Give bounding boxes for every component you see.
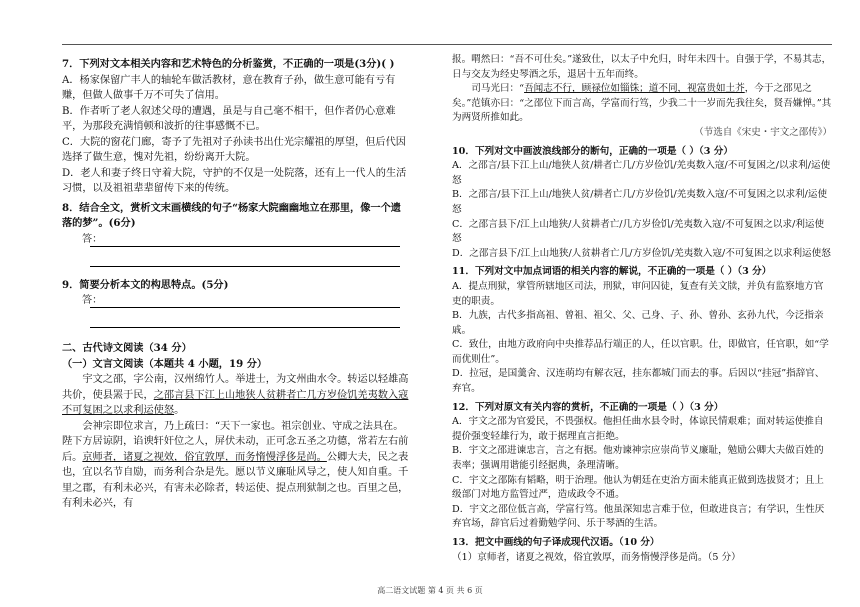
q7-option-d: D．老人和妻子终日守着大院，守护的不仅是一处院落，还有上一代人的生活习惯，以及祖祖辈辈留传下来的传统。	[62, 167, 407, 194]
q11-option-d: D．拉冠，是国羹舍、汉连萌均有解衣冠，挂东都城门而去的事。后因以“挂冠”指辞官、弃官。	[452, 368, 825, 395]
q8-stem: 8．结合全文，赏析文末画横线的句子“杨家大院幽幽地立在那里，像一个遗落的梦”。(6分)	[62, 201, 401, 229]
answer-line	[90, 246, 400, 247]
answer-label: 答：	[82, 233, 103, 245]
q9-answer-area-2[interactable]	[62, 313, 410, 333]
passage-paragraph: 报。喟然曰：“吾不可仕矣。”遂致仕，以太子中允归，时年未四十。自强于学，不易其志，日与交友为经史琴酒之乐，退居十五年而终。	[452, 54, 832, 80]
q10-option-b: B．之邵言/县下江上山/地狭人贫/耕者亡几/方岁俭饥/羌夷数入寇/不可复困之以求利/运使怒	[452, 189, 828, 215]
q8-answer-area[interactable]	[62, 232, 410, 252]
passage-paragraph: 宇文之邵，字公南，汉州绵竹人。举进士，为文州曲水令。转运以轻雄高共价，使县罴于民，之邵言县下江上山地狭人贫耕者亡几方岁俭饥羌夷数入寇不可复困之以求利运使怒。	[62, 374, 409, 416]
section-2-title: 二、古代诗文阅读（34 分）	[62, 342, 192, 354]
q7-stem: 7．下列对文本相关内容和艺术特色的分析鉴赏，不正确的一项是(3分)( )	[62, 58, 395, 70]
q12-option-c: C．宇文之邵陈有韬略，明于治理。他认为朝廷在吏治方面未能真正做到选拔贤才；且上级部门对地方监管过严，造成政令不通。	[452, 474, 824, 501]
passage-source: （节选自《宋史・宇文之邵传》）	[694, 126, 832, 138]
q11-option-b: B．九族，古代多指高祖、曾祖、祖父、父、己身、子、孙、曾孙、玄孙九代，今泛指亲戚。	[452, 310, 824, 336]
section-2-1-title: （一）文言文阅读（本题共 4 小题，19 分）	[62, 357, 268, 370]
q12-option-b: B．宇文之邵进谏忠言，言之有据。他劝谏神宗应崇尚节义廉耻，勉励公卿大夫做百姓的表率；强调用谐能引经据典，条理清晰。	[452, 445, 824, 472]
header-rule	[62, 44, 832, 45]
underlined-sentence: 吾闻志不行，顾禄位如锱铢；道不同，视富贵如土芥	[524, 83, 745, 95]
q12-option-a: A．宇文之邵为官爱民，不畏强权。他担任曲水县令时，体谅民情艰难；面对转运使推自提价强变轻雄行为，敢于据理直言拒绝。	[452, 416, 824, 442]
q7-option-c: C．大院的窗花门廊，寄予了先祖对子孙读书出仕光宗耀祖的厚望，但后代因选择了做生意，愧对先祖，纷纷离开大院。	[62, 136, 406, 163]
answer-line	[90, 307, 400, 308]
q9-stem: 9．简要分析本文的构思特点。(5分)	[62, 278, 229, 291]
passage-paragraph: 司马光曰：“吾闻志不行，顾禄位如锱铢；道不同，视富贵如土芥，今于之邵见之矣。”范镇亦曰：“之邵位下而言高，学富而行笃，少我二十一岁而先我往矣，贤吾嫌惮。”其为两贤所推如此。	[452, 83, 832, 124]
q10-option-c: C．之邵言县下/江上山地狭/人贫耕者亡/几方岁俭饥/羌夷数入寇/不可复困之以求/利运使怒	[452, 218, 825, 245]
q12-option-d: D．宇文之邵位低言高，学富行笃。他虽深知忠言难于位，但敢进良言；有学识，生性厌弃官场，辞官后过着勤勉学问、乐于琴酒的生活。	[452, 503, 825, 530]
answer-line	[90, 327, 400, 328]
page-footer: 高二语文试题 第 4 页 共 6 页	[377, 586, 483, 595]
q11-option-c: C．致仕，由地方政府向中央推荐品行端正的人，任以官职。仕，即做官，任官职，如“学而优则仕”。	[452, 339, 829, 365]
q11-option-a: A．提点刑狱，掌管所辖地区司法，刑狱，审问囚徒，复查有关文牍，并负有监察地方官吏的职责。	[452, 280, 824, 307]
q10-option-a: A．之邵言/县下江上山/地狭人贫/耕者亡几/方岁俭饥/羌夷数入寇/不可复困之/以求利/运使怒	[452, 160, 831, 186]
underlined-sentence: 京师者，诸夏之视效，俗宜敦厚，而务惰慢浮侈是尚。	[82, 451, 327, 463]
q13-sub1: （1）京师者，诸夏之视效，俗宜敦厚，而务惰慢浮侈是尚。（5 分）	[452, 551, 741, 563]
left-column	[62, 53, 410, 512]
q7-option-a: A．杨家保留广丰人的轴轮车做活教材，意在教育子孙，做生意可能有亏有赚，但做人做事千万不可失了信用。	[62, 74, 396, 101]
q11-stem: 11．下列对文中加点词语的相关内容的解说，不正确的一项是（ ）（3 分）	[452, 266, 772, 278]
passage-paragraph: 会神宗即位求言，乃上疏曰：“天下一家也。祖宗创业、守成之法具在。陛下方居谅阴，谄谀轩奸位之人，屏伏未动，正可念五圣之功德，常若左右前后。京师者，诸夏之视效，俗宜敦厚，而务惰慢浮侈是尚。公卿大夫，民之表也，宜以名节自励，而务利合杂是先。愿以节义廉耻风导之，使人知自重。千里之郡，有利未必兴，有害未必除者，转运使、提点刑狱制之也。百里之邑，有利未必兴，有	[62, 420, 409, 509]
right-column	[452, 53, 832, 565]
wavy-underlined-sentence: 之邵言县下江上山地狭人贫耕者亡几方岁俭饥羌夷数入寇不可复困之以求利运使怒	[62, 389, 409, 416]
q12-stem: 12．下列对原文有关内容的赏析，不正确的一项是（ ）（3 分）	[452, 401, 724, 413]
q10-option-d: D．之邵言县下/江上山地狭/人贫耕者亡几/方岁俭饥/羌夷数入寇/不可复困之以求利运使怒	[452, 247, 831, 259]
q9-answer-area[interactable]	[62, 293, 410, 313]
answer-label: 答：	[82, 295, 103, 306]
q10-stem: 10．下列对文中画波浪线部分的断句，正确的一项是（ ）（3 分）	[452, 145, 733, 157]
q7-option-b: B．作者听了老人叙述父母的遭遇，虽是与自己毫不相干，但作者仍心意难平，为那段充满悄顿和波折的往事感慨不已。	[62, 105, 396, 132]
answer-line	[90, 266, 400, 267]
q8-answer-area-2[interactable]	[62, 252, 410, 272]
q13-stem: 13．把文中画线的句子译成现代汉语。（10 分）	[452, 537, 660, 548]
